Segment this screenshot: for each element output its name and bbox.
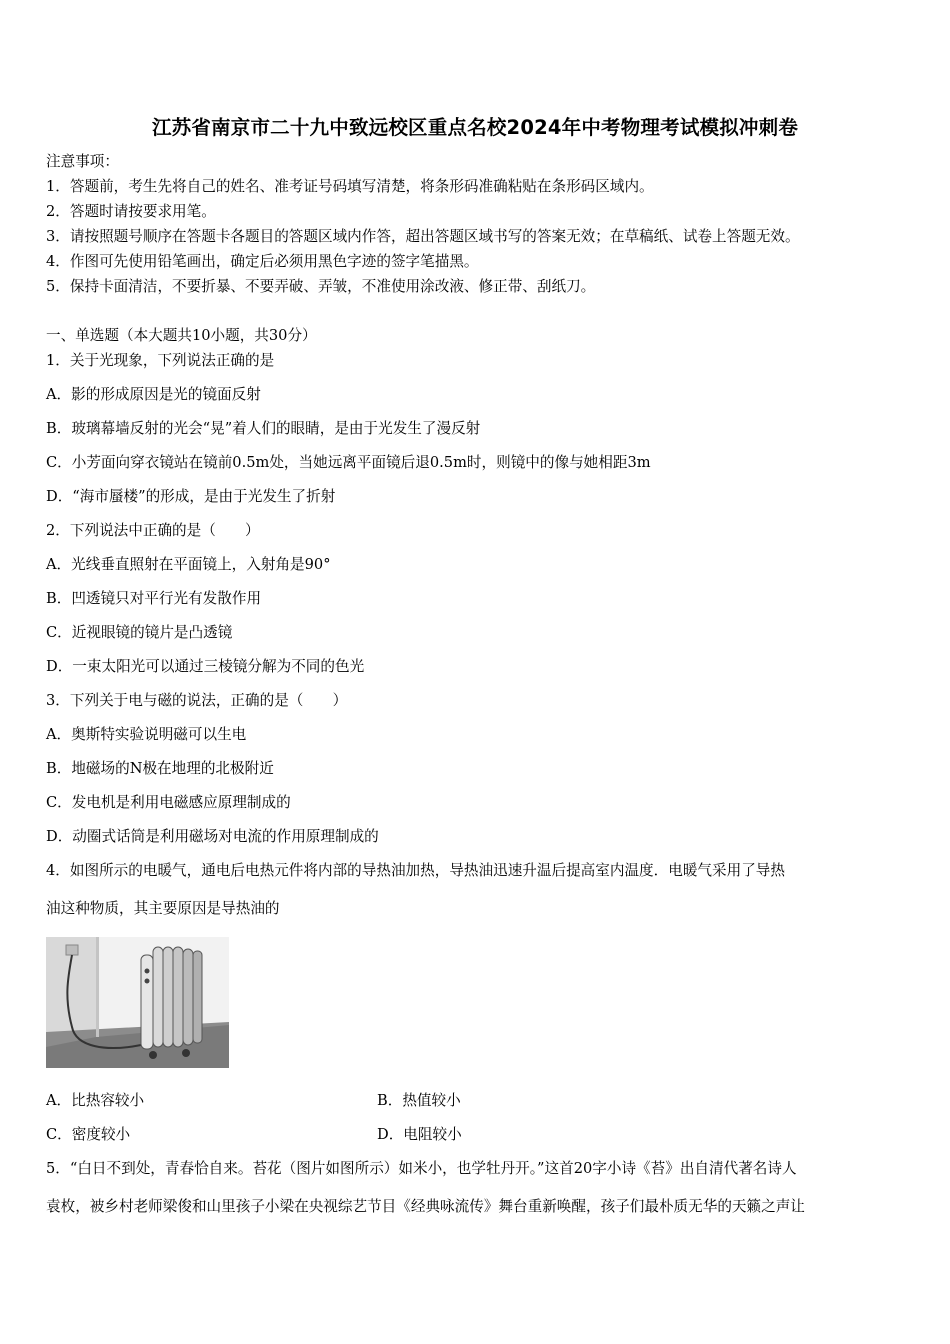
notice-item: 3．请按照题号顺序在答题卡各题目的答题区域内作答，超出答题区域书写的答案无效；在草稿纸、试卷上答题无效。	[46, 228, 800, 245]
oil-heater-photo	[46, 937, 229, 1068]
q4-option-d: D．电阻较小	[377, 1126, 462, 1143]
q3-option-a: A．奥斯特实验说明磁可以生电	[46, 726, 247, 743]
question-2-stem: 2．下列说法中正确的是（ ）	[46, 522, 260, 539]
q1-option-c: C．小芳面向穿衣镜站在镜前0.5m处，当她远离平面镜后退0.5m时，则镜中的像与她相距3m	[46, 454, 651, 471]
oil-heater-illustration	[46, 937, 229, 1068]
q3-option-b: B．地磁场的N极在地理的北极附近	[46, 760, 274, 777]
q1-option-a: A．影的形成原因是光的镜面反射	[46, 386, 261, 403]
notice-item: 2．答题时请按要求用笔。	[46, 203, 216, 220]
notice-item: 1．答题前，考生先将自己的姓名、准考证号码填写清楚，将条形码准确粘贴在条形码区域内。	[46, 178, 654, 195]
question-5-line1: 5．“白日不到处，青春恰自来。苔花（图片如图所示）如米小，也学牡丹开。”这首20字小诗《苔》出自清代著名诗人	[46, 1160, 797, 1177]
q4-option-c: C．密度较小	[46, 1126, 131, 1143]
q2-option-c: C．近视眼镜的镜片是凸透镜	[46, 624, 233, 641]
question-5-line2: 袁枚，被乡村老师梁俊和山里孩子小梁在央视综艺节目《经典咏流传》舞台重新唤醒，孩子们最朴质无华的天籁之声让	[46, 1198, 805, 1215]
notice-item: 5．保持卡面清洁，不要折暴、不要弄破、弄皱，不准使用涂改液、修正带、刮纸刀。	[46, 278, 596, 295]
section-heading: 一、单选题（本大题共10小题，共30分）	[46, 327, 317, 344]
q2-option-b: B．凹透镜只对平行光有发散作用	[46, 590, 262, 607]
question-4-stem-line2: 油这种物质，其主要原因是导热油的	[46, 900, 280, 917]
q2-option-a: A．光线垂直照射在平面镜上，入射角是90°	[46, 556, 331, 573]
notice-item: 4．作图可先使用铅笔画出，确定后必须用黑色字迹的签字笔描黑。	[46, 253, 479, 270]
q3-option-d: D．动圈式话筒是利用磁场对电流的作用原理制成的	[46, 828, 379, 845]
notice-heading: 注意事项：	[46, 153, 119, 170]
q1-option-d: D．“海市蜃楼”的形成，是由于光发生了折射	[46, 488, 336, 505]
q3-option-c: C．发电机是利用电磁感应原理制成的	[46, 794, 291, 811]
q4-option-b: B．热值较小	[377, 1092, 461, 1109]
q4-option-a: A．比热容较小	[46, 1092, 145, 1109]
question-4-stem-line1: 4．如图所示的电暖气，通电后电热元件将内部的导热油加热，导热油迅速升温后提高室内温度．电暖气采用了导热	[46, 862, 785, 879]
document-title: 江苏省南京市二十九中致远校区重点名校2024年中考物理考试模拟冲刺卷	[151, 116, 799, 139]
q2-option-d: D．一束太阳光可以通过三棱镜分解为不同的色光	[46, 658, 365, 675]
question-3-stem: 3．下列关于电与磁的说法，正确的是（ ）	[46, 692, 348, 709]
q1-option-b: B．玻璃幕墙反射的光会“晃”着人们的眼睛，是由于光发生了漫反射	[46, 420, 481, 437]
question-1-stem: 1．关于光现象，下列说法正确的是	[46, 352, 275, 369]
